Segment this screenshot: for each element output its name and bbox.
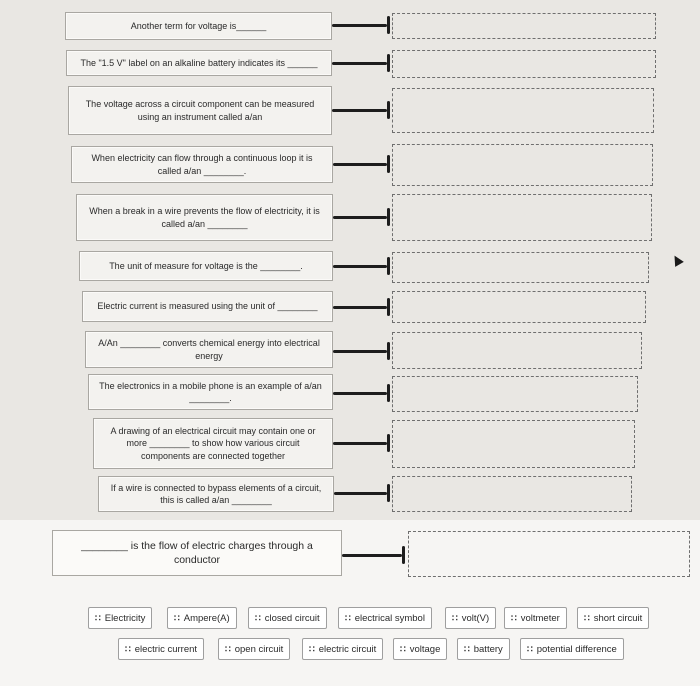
question-5-text: When a break in a wire prevents the flow of electricity, it is called a/an ________ — [89, 206, 320, 229]
chip-label: electrical symbol — [354, 612, 425, 624]
question-7 — [82, 291, 333, 322]
chip-label: short circuit — [593, 612, 643, 624]
question-2-text: The "1.5 V" label on an alkaline battery indicates its ______ — [80, 57, 318, 68]
drop-zone-12[interactable] — [408, 531, 690, 577]
drop-zone-1[interactable] — [392, 13, 656, 39]
drop-zone-11[interactable] — [392, 476, 632, 512]
answer-chip-voltage[interactable] — [393, 638, 447, 660]
answer-chip-electric-current[interactable] — [118, 638, 204, 660]
drag-handle-icon: ∷ — [255, 612, 260, 623]
question-3 — [68, 86, 332, 135]
drop-zone-8[interactable] — [392, 332, 642, 369]
question-12-text: ________ is the flow of electric charges through a conductor — [81, 539, 313, 566]
chip-label: Ampere(A) — [183, 612, 230, 624]
chip-label: voltage — [409, 643, 441, 655]
chip-label: battery — [473, 643, 503, 655]
answer-chip-voltmeter[interactable] — [504, 607, 567, 629]
drag-handle-icon: ∷ — [95, 612, 100, 623]
mouse-cursor-icon — [670, 253, 684, 267]
answer-chip-electricity[interactable] — [88, 607, 152, 629]
question-3-text: The voltage across a circuit component can be measured using an instrument called a/an — [85, 99, 315, 122]
question-7-text: Electric current is measured using the unit of ________ — [97, 301, 318, 312]
answer-chip-closed-circuit[interactable] — [248, 607, 327, 629]
answer-chip-potential-difference[interactable] — [520, 638, 624, 660]
chip-label: electric current — [134, 643, 198, 655]
drag-handle-icon: ∷ — [125, 643, 130, 654]
drop-zone-9[interactable] — [392, 376, 638, 412]
drop-zone-7[interactable] — [392, 291, 646, 323]
drag-handle-icon: ∷ — [511, 612, 516, 623]
answer-chip-open-circuit[interactable] — [218, 638, 290, 660]
answer-chip-volt[interactable] — [445, 607, 496, 629]
question-9-text: The electronics in a mobile phone is an example of a/an ________. — [99, 380, 322, 403]
drop-zone-6[interactable] — [392, 252, 649, 283]
question-9 — [88, 374, 333, 410]
drag-handle-icon: ∷ — [174, 612, 179, 623]
question-10-text: A drawing of an electrical circuit may contain one or more ________ to show how various circuit components are connected together — [110, 426, 316, 461]
drag-handle-icon: ∷ — [452, 612, 457, 623]
drop-zone-2[interactable] — [392, 50, 656, 78]
answer-chip-electrical-symbol[interactable] — [338, 607, 432, 629]
answer-chip-ampere[interactable] — [167, 607, 237, 629]
chip-label: potential difference — [536, 643, 617, 655]
answer-chip-short-circuit[interactable] — [577, 607, 649, 629]
chip-label: electric circuit — [318, 643, 377, 655]
drag-handle-icon: ∷ — [225, 643, 230, 654]
drag-handle-icon: ∷ — [464, 643, 469, 654]
question-4-text: When electricity can flow through a continuous loop it is called a/an ________. — [91, 153, 313, 176]
drag-handle-icon: ∷ — [584, 612, 589, 623]
chip-label: voltmeter — [520, 612, 560, 624]
question-4 — [71, 146, 333, 183]
question-6-text: The unit of measure for voltage is the ________. — [109, 260, 303, 271]
question-1 — [65, 12, 332, 40]
drag-handle-icon: ∷ — [345, 612, 350, 623]
question-1-text: Another term for voltage is______ — [130, 20, 267, 31]
question-8 — [85, 331, 333, 368]
drag-handle-icon: ∷ — [309, 643, 314, 654]
question-8-text: A/An ________ converts chemical energy into electrical energy — [98, 338, 320, 361]
question-11-text: If a wire is connected to bypass elements of a circuit, this is called a/an ________ — [110, 482, 322, 505]
drag-handle-icon: ∷ — [527, 643, 532, 654]
drop-zone-10[interactable] — [392, 420, 635, 468]
question-12 — [52, 530, 342, 576]
question-2 — [66, 50, 332, 76]
chip-label: open circuit — [234, 643, 284, 655]
answer-chip-battery[interactable] — [457, 638, 510, 660]
question-5 — [76, 194, 333, 241]
question-11 — [98, 476, 334, 512]
drop-zone-5[interactable] — [392, 194, 652, 241]
chip-label: Electricity — [104, 612, 146, 624]
drag-handle-icon: ∷ — [400, 643, 405, 654]
chip-label: closed circuit — [264, 612, 320, 624]
answer-bank-panel — [0, 520, 700, 686]
question-6 — [79, 251, 333, 281]
drop-zone-3[interactable] — [392, 88, 654, 133]
chip-label: volt(V) — [461, 612, 490, 624]
drop-zone-4[interactable] — [392, 144, 653, 186]
answer-chip-electric-circuit[interactable] — [302, 638, 383, 660]
question-10 — [93, 418, 333, 469]
